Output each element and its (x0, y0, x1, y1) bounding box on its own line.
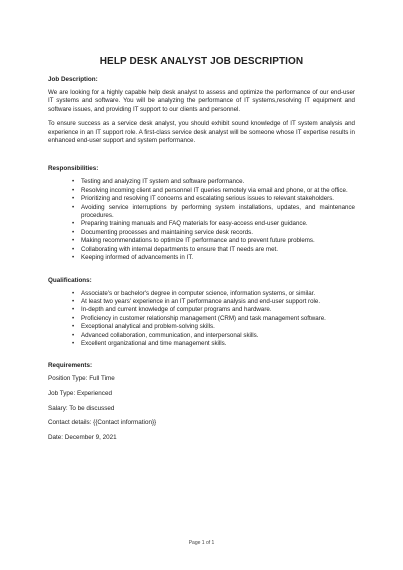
list-item-text: Advanced collaboration, communication, and interpersonal skills. (81, 331, 259, 339)
bullet-icon: • (72, 195, 75, 203)
bullet-icon: • (72, 245, 75, 253)
list-item-text: Testing and analyzing IT system and software performance. (81, 178, 245, 186)
salary-field: Salary: To be discussed (48, 404, 115, 412)
list-item-text: Collaborating with internal departments to ensure that IT needs are met. (81, 245, 278, 253)
bullet-icon: • (72, 339, 75, 347)
list-item (72, 315, 355, 323)
list-item (72, 340, 355, 348)
position-type-field: Position Type: Full Time (48, 375, 115, 383)
list-item (72, 254, 355, 262)
list-item (72, 332, 355, 340)
job-description-paragraph-2: To ensure success as a service desk analyst, you should exhibit sound knowledge of IT system analysis and experience in an IT support role. A first-class service desk analyst will be someone whose IT expertise results in enhanced end-user support and system performance. (48, 120, 355, 145)
document-title: HELP DESK ANALYST JOB DESCRIPTION (99, 56, 304, 67)
list-item-text: Documenting processes and maintaining service desk records. (81, 228, 253, 236)
list-item-text: Associate's or bachelor's degree in computer science, information systems, or similar. (81, 289, 316, 297)
list-item (72, 204, 355, 221)
date-field: Date: December 9, 2021 (48, 433, 117, 441)
job-description-paragraph-1: We are looking for a highly capable help desk analyst to assess and optimize the performance of our end-user IT systems and software. You will be analyzing the performance of IT systems,resolving IT equipment and software issues, and providing IT support to our clients and personnel. (48, 89, 355, 113)
list-item (72, 195, 355, 203)
bullet-icon: • (72, 306, 75, 314)
bullet-icon: • (72, 203, 75, 211)
bullet-icon: • (72, 178, 75, 186)
contact-details-field: Contact details: {{Contact information}} (48, 419, 157, 427)
list-item-text: Preparing training manuals and FAQ materials for easy-access end-user guidance. (81, 220, 308, 228)
bullet-icon: • (72, 323, 75, 331)
list-item-text: Resolving incoming client and personnel IT queries remotely via email and phone, or at the office. (81, 186, 348, 194)
list-item-text: At least two years' experience in an IT performance analysis and end-user support role. (81, 297, 321, 305)
bullet-icon: • (72, 220, 75, 228)
list-item-text: In-depth and current knowledge of computer programs and hardware. (81, 306, 272, 314)
bullet-icon: • (72, 237, 75, 245)
list-item (72, 246, 355, 254)
page-number-footer: Page 1 of 1 (188, 540, 215, 546)
job-type-field: Job Type: Experienced (48, 389, 112, 397)
list-item (72, 237, 355, 245)
bullet-icon: • (72, 289, 75, 297)
job-description-heading: Job Description: (48, 76, 98, 83)
list-item (72, 178, 355, 186)
qualifications-heading: Qualifications: (48, 276, 92, 284)
list-item-text: Avoiding service interruptions by performing system installations, updates, and maintenance procedures. (81, 203, 355, 220)
list-item (72, 323, 355, 331)
responsibilities-list (48, 178, 355, 262)
bullet-icon: • (72, 228, 75, 236)
list-item-text: Keeping informed of advancements in IT. (81, 254, 194, 262)
list-item-text: Prioritizing and resolving IT concerns and escalating serious issues to relevant stakeholders. (81, 195, 335, 203)
bullet-icon: • (72, 314, 75, 322)
list-item-text: Exceptional analytical and problem-solving skills. (81, 323, 215, 331)
list-item (72, 229, 355, 237)
list-item (72, 298, 355, 306)
qualifications-list (48, 290, 355, 349)
list-item (72, 187, 355, 195)
list-item-text: Making recommendations to optimize IT performance and to prevent future problems. (81, 237, 315, 245)
list-item (72, 290, 355, 298)
list-item (72, 220, 355, 228)
list-item-text: Excellent organizational and time management skills. (81, 339, 227, 347)
requirements-heading: Requirements: (48, 362, 93, 370)
list-item (72, 306, 355, 314)
responsibilities-heading: Responsibilities: (48, 165, 99, 173)
list-item-text: Proficiency in customer relationship management (CRM) and task management software. (81, 314, 326, 322)
bullet-icon: • (72, 331, 75, 339)
bullet-icon: • (72, 297, 75, 305)
bullet-icon: • (72, 186, 75, 194)
bullet-icon: • (72, 254, 75, 262)
